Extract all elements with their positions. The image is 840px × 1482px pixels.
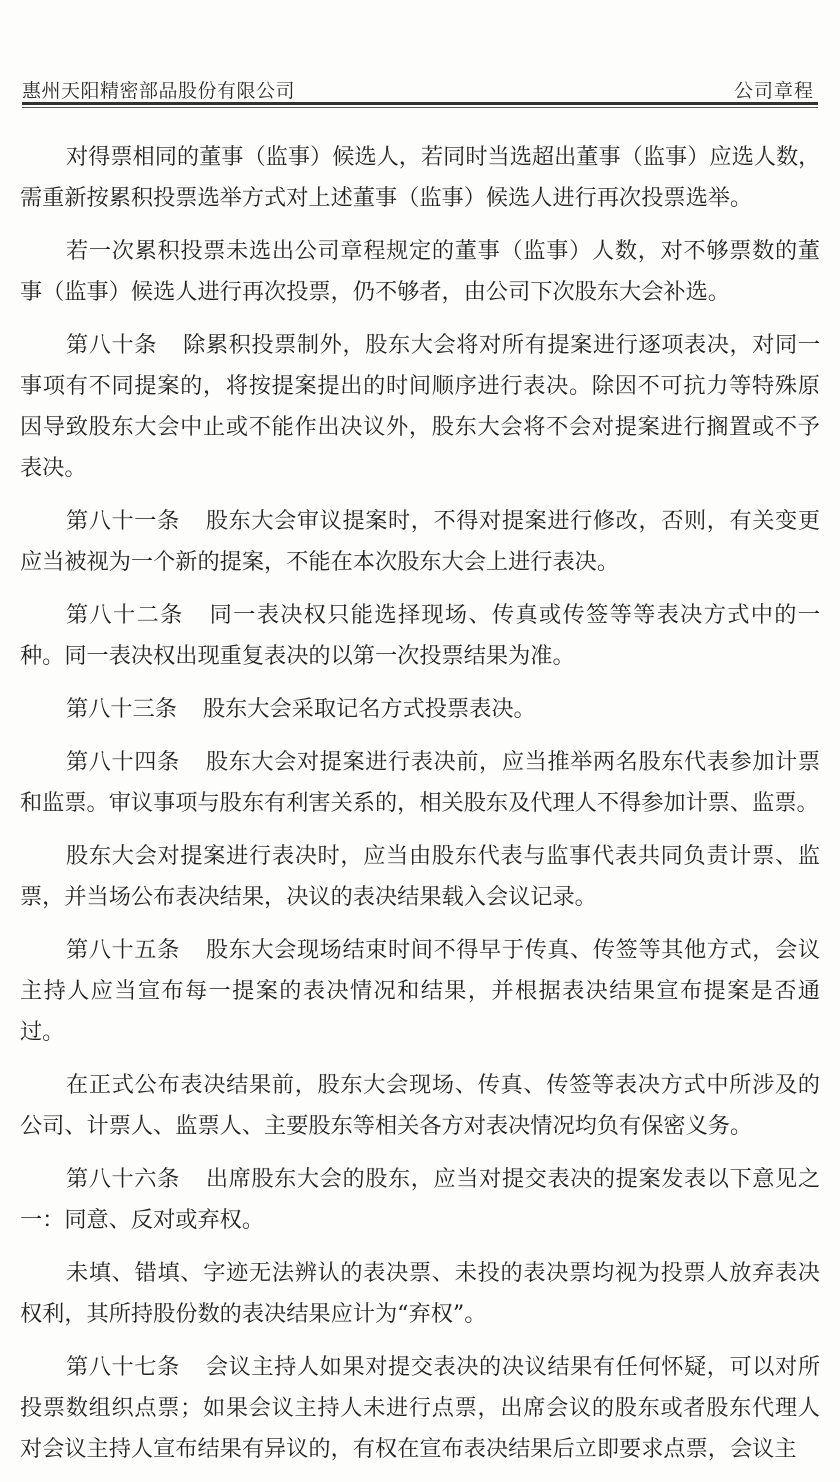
text-line	[20, 407, 820, 448]
text-line	[20, 1065, 820, 1106]
line-text: 一：同意、反对或弃权。	[20, 1207, 265, 1233]
line-text: 公司、计票人、监票人、主要股东等相关各方对表决情况均负有保密义务。	[20, 1113, 753, 1139]
text-line	[20, 178, 820, 219]
article-paragraph	[20, 930, 820, 1053]
article-number: 第八十五条	[66, 937, 180, 963]
text-line	[20, 636, 820, 677]
line-text: 因导致股东大会中止或不能作出决议外，股东大会将不会对提案进行搁置或不予	[20, 414, 820, 440]
text-line	[20, 1159, 820, 1200]
article-paragraph	[20, 325, 820, 489]
article-number: 第八十四条	[66, 749, 180, 775]
line-text: 出席股东大会的股东，应当对提交表决的提案发表以下意见之	[205, 1166, 821, 1192]
paragraph	[20, 1065, 820, 1147]
line-text: 票，并当场公布表决结果，决议的表决结果载入会议记录。	[20, 884, 597, 910]
line-text: 若一次累积投票未选出公司章程规定的董事（监事）人数，对不够票数的董	[66, 238, 820, 264]
line-text: 过。	[20, 1019, 65, 1045]
line-text: 股东大会现场结束时间不得早于传真、传签等其他方式，会议	[205, 937, 821, 963]
line-text: 投票数组织点票；如果会议主持人未进行点票，出席会议的股东或者股东代理人	[20, 1395, 820, 1421]
line-text: 未填、错填、字迹无法辨认的表决票、未投的表决票均视为投票人放弃表决	[66, 1260, 820, 1286]
line-text: 股东大会采取记名方式投票表决。	[202, 696, 536, 722]
paragraph	[20, 1253, 820, 1335]
line-text: 在正式公布表决结果前，股东大会现场、传真、传签等表决方式中所涉及的	[66, 1072, 820, 1098]
article-paragraph	[20, 595, 820, 677]
line-text: 对会议主持人宣布结果有异议的，有权在宣布表决结果后立即要求点票，会议主	[20, 1436, 797, 1462]
text-line	[20, 1294, 820, 1335]
text-line	[20, 930, 820, 971]
text-line	[20, 1200, 820, 1241]
paragraph	[20, 137, 820, 219]
article-paragraph	[20, 1159, 820, 1241]
line-text: 事项有不同提案的，将按提案提出的时间顺序进行表决。除因不可抗力等特殊原	[20, 373, 820, 399]
article-number: 第八十七条	[66, 1354, 180, 1380]
text-line	[20, 137, 820, 178]
article-paragraph	[20, 501, 820, 583]
text-line	[20, 783, 820, 824]
text-line	[20, 689, 820, 730]
document-body	[20, 137, 820, 1482]
text-line	[20, 366, 820, 407]
line-text: 需重新按累积投票选举方式对上述董事（监事）候选人进行再次投票选举。	[20, 185, 753, 211]
text-line	[20, 971, 820, 1012]
text-line	[20, 501, 820, 542]
line-text: 除累积投票制外，股东大会将对所有提案进行逐项表决，对同一	[183, 332, 821, 358]
line-text: 权利，其所持股份数的表决结果应计为“弃权”。	[20, 1301, 487, 1327]
line-text: 股东大会对提案进行表决前，应当推举两名股东代表参加计票	[205, 749, 821, 775]
text-line	[20, 1429, 820, 1470]
text-line	[20, 1106, 820, 1147]
article-number: 第八十六条	[66, 1166, 180, 1192]
line-text: 应当被视为一个新的提案，不能在本次股东大会上进行表决。	[20, 549, 620, 575]
article-number: 第八十一条	[66, 508, 180, 534]
header-company-name: 惠州天阳精密部品股份有限公司	[22, 80, 296, 102]
text-line	[20, 877, 820, 918]
paragraph	[20, 836, 820, 918]
line-text: 对得票相同的董事（监事）候选人，若同时当选超出董事（监事）应选人数，	[66, 144, 821, 170]
line-text: 主持人应当宣布每一提案的表决情况和结果，并根据表决结果宣布提案是否通	[20, 978, 820, 1004]
paragraph	[20, 231, 820, 313]
text-line	[20, 1012, 820, 1053]
article-number: 第八十条	[66, 332, 158, 358]
text-line	[20, 836, 820, 877]
article-paragraph	[20, 742, 820, 824]
text-line	[20, 542, 820, 583]
line-text: 同一表决权只能选择现场、传真或传签等等表决方式中的一	[209, 602, 821, 628]
header-rule-thick	[22, 102, 818, 105]
text-line	[20, 231, 820, 272]
text-line	[20, 448, 820, 489]
line-text: 事（监事）候选人进行再次投票，仍不够者，由公司下次股东大会补选。	[20, 279, 730, 305]
text-line	[20, 325, 820, 366]
line-text: 和监票。审议事项与股东有利害关系的，相关股东及代理人不得参加计票、监票。	[20, 790, 819, 816]
text-line	[20, 272, 820, 313]
article-number: 第八十三条	[66, 696, 177, 722]
line-text: 股东大会对提案进行表决时，应当由股东代表与监事代表共同负责计票、监	[66, 843, 820, 869]
line-text: 会议主持人如果对提交表决的决议结果有任何怀疑，可以对所	[205, 1354, 821, 1380]
text-line	[20, 1388, 820, 1429]
line-text: 表决。	[20, 455, 87, 481]
line-text: 股东大会审议提案时，不得对提案进行修改，否则，有关变更	[205, 508, 821, 534]
header-document-title: 公司章程	[733, 80, 814, 102]
text-line	[20, 1253, 820, 1294]
text-line	[20, 742, 820, 783]
header-rule-thin	[22, 107, 818, 108]
text-line	[20, 1347, 820, 1388]
article-paragraph	[20, 689, 820, 730]
article-paragraph	[20, 1347, 820, 1470]
page-header	[22, 74, 818, 104]
article-number: 第八十二条	[66, 602, 184, 628]
text-line	[20, 595, 820, 636]
line-text: 种。同一表决权出现重复表决的以第一次投票结果为准。	[20, 643, 575, 669]
